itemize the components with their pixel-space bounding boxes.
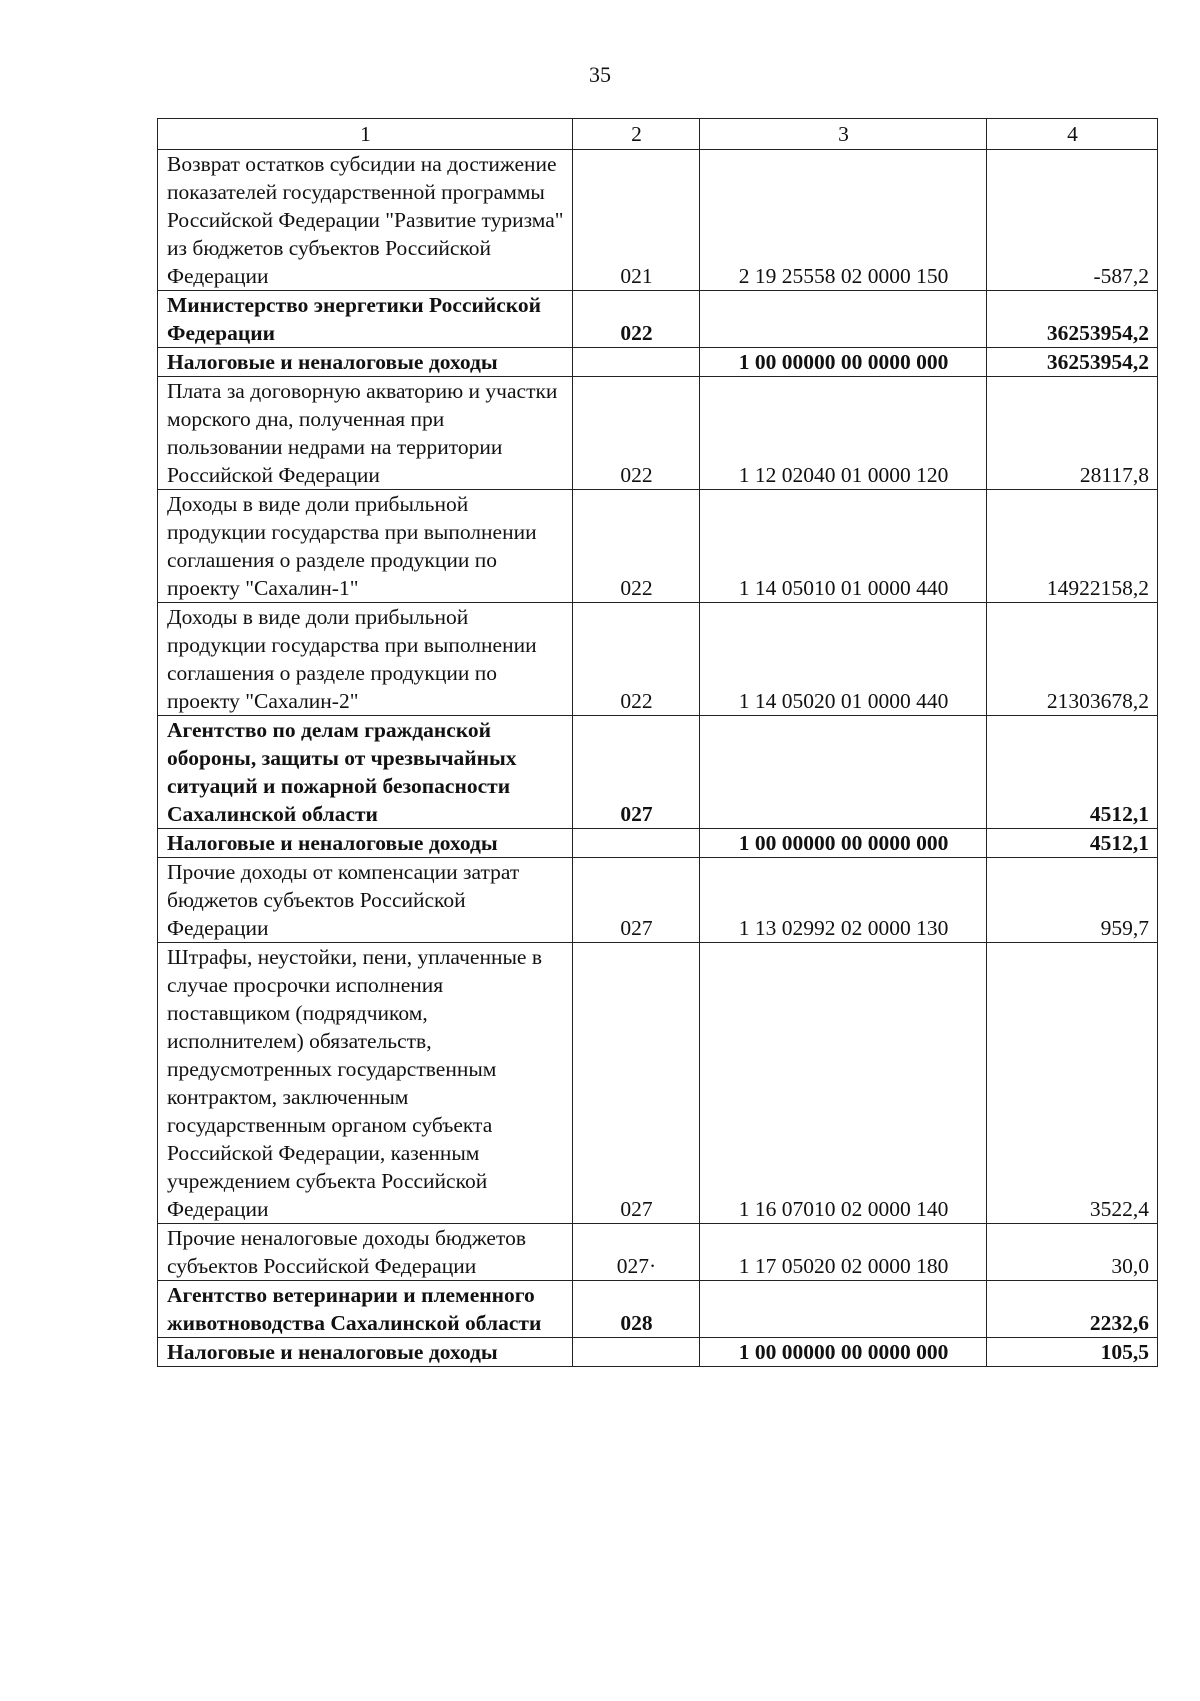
table-row xyxy=(158,858,1158,943)
row-budget-code-cell: 1 17 05020 02 0000 180 xyxy=(700,1224,987,1281)
row-admin-code-cell: 022 xyxy=(573,603,700,716)
row-admin-code-cell: 022 xyxy=(573,377,700,490)
row-admin-code-cell: 028 xyxy=(573,1281,700,1338)
table-row xyxy=(158,829,1158,858)
page-number: 35 xyxy=(589,62,611,87)
table-row xyxy=(158,716,1158,829)
row-admin-code-cell xyxy=(573,829,700,858)
row-name-cell: Прочие неналоговые доходы бюджетов субъектов Российской Федерации xyxy=(158,1224,573,1281)
table-row xyxy=(158,490,1158,603)
row-name-cell: Агентство ветеринарии и племенного животноводства Сахалинской области xyxy=(158,1281,573,1338)
row-name-cell: Доходы в виде доли прибыльной продукции государства при выполнении соглашения о разделе продукции по проекту "Сахалин-1" xyxy=(158,490,573,603)
row-name-cell: Штрафы, неустойки, пени, уплаченные в случае просрочки исполнения поставщиком (подрядчиком, исполнителем) обязательств, предусмотренных государственным контрактом, заключенным государственным органом субъекта Российской Федерации, казенным учреждением субъекта Российской Федерации xyxy=(158,943,573,1224)
row-admin-code-cell: 027 xyxy=(573,943,700,1224)
table-row xyxy=(158,1281,1158,1338)
row-budget-code-cell xyxy=(700,1281,987,1338)
row-name-cell: Налоговые и неналоговые доходы xyxy=(158,348,573,377)
row-name-cell: Налоговые и неналоговые доходы xyxy=(158,829,573,858)
row-budget-code-cell: 1 12 02040 01 0000 120 xyxy=(700,377,987,490)
table-row xyxy=(158,943,1158,1224)
row-name-cell: Доходы в виде доли прибыльной продукции государства при выполнении соглашения о разделе продукции по проекту "Сахалин-2" xyxy=(158,603,573,716)
row-name-cell: Министерство энергетики Российской Федерации xyxy=(158,291,573,348)
row-budget-code-cell: 1 00 00000 00 0000 000 xyxy=(700,829,987,858)
row-amount-cell: 36253954,2 xyxy=(987,291,1158,348)
row-amount-cell: -587,2 xyxy=(987,150,1158,291)
row-budget-code-cell: 1 13 02992 02 0000 130 xyxy=(700,858,987,943)
row-admin-code-cell: 021 xyxy=(573,150,700,291)
row-amount-cell: 2232,6 xyxy=(987,1281,1158,1338)
column-header: 4 xyxy=(987,119,1158,150)
row-admin-code-cell: 027· xyxy=(573,1224,700,1281)
row-budget-code-cell: 1 00 00000 00 0000 000 xyxy=(700,348,987,377)
row-name-cell: Прочие доходы от компенсации затрат бюджетов субъектов Российской Федерации xyxy=(158,858,573,943)
row-admin-code-cell: 022 xyxy=(573,490,700,603)
table-header-row xyxy=(158,119,1158,150)
table-row xyxy=(158,348,1158,377)
column-header: 3 xyxy=(700,119,987,150)
row-budget-code-cell: 1 14 05010 01 0000 440 xyxy=(700,490,987,603)
row-amount-cell: 3522,4 xyxy=(987,943,1158,1224)
row-budget-code-cell xyxy=(700,291,987,348)
row-admin-code-cell: 027 xyxy=(573,858,700,943)
table-row xyxy=(158,291,1158,348)
row-amount-cell: 21303678,2 xyxy=(987,603,1158,716)
row-budget-code-cell: 1 14 05020 01 0000 440 xyxy=(700,603,987,716)
row-amount-cell: 14922158,2 xyxy=(987,490,1158,603)
table-row xyxy=(158,1224,1158,1281)
row-amount-cell: 36253954,2 xyxy=(987,348,1158,377)
table-row xyxy=(158,150,1158,291)
row-admin-code-cell xyxy=(573,1338,700,1367)
row-admin-code-cell: 022 xyxy=(573,291,700,348)
column-header: 1 xyxy=(158,119,573,150)
table-row xyxy=(158,377,1158,490)
table-row xyxy=(158,1338,1158,1367)
row-amount-cell: 28117,8 xyxy=(987,377,1158,490)
row-amount-cell: 959,7 xyxy=(987,858,1158,943)
row-amount-cell: 105,5 xyxy=(987,1338,1158,1367)
row-name-cell: Агентство по делам гражданской обороны, защиты от чрезвычайных ситуаций и пожарной безопасности Сахалинской области xyxy=(158,716,573,829)
row-admin-code-cell xyxy=(573,348,700,377)
column-header: 2 xyxy=(573,119,700,150)
row-name-cell: Плата за договорную акваторию и участки морского дна, полученная при пользовании недрами на территории Российской Федерации xyxy=(158,377,573,490)
budget-revenue-table xyxy=(157,118,1158,1367)
row-name-cell: Возврат остатков субсидии на достижение показателей государственной программы Российской Федерации "Развитие туризма" из бюджетов субъектов Российской Федерации xyxy=(158,150,573,291)
row-amount-cell: 4512,1 xyxy=(987,716,1158,829)
row-name-cell: Налоговые и неналоговые доходы xyxy=(158,1338,573,1367)
row-budget-code-cell: 1 16 07010 02 0000 140 xyxy=(700,943,987,1224)
row-amount-cell: 30,0 xyxy=(987,1224,1158,1281)
table-row xyxy=(158,603,1158,716)
row-budget-code-cell xyxy=(700,716,987,829)
row-budget-code-cell: 1 00 00000 00 0000 000 xyxy=(700,1338,987,1367)
row-amount-cell: 4512,1 xyxy=(987,829,1158,858)
row-budget-code-cell: 2 19 25558 02 0000 150 xyxy=(700,150,987,291)
row-admin-code-cell: 027 xyxy=(573,716,700,829)
